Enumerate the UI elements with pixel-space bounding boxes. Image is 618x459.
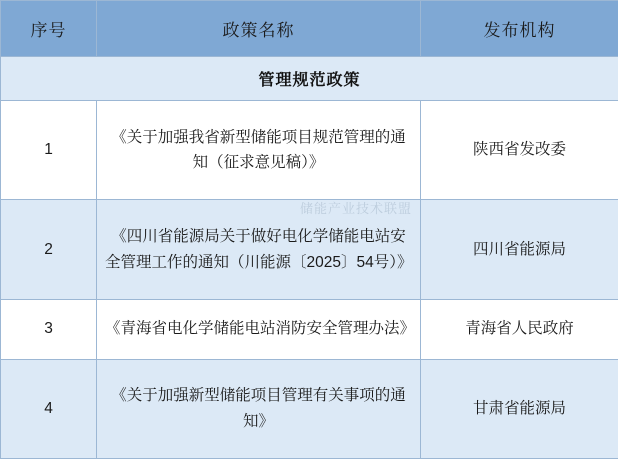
row-issuing-org: 甘肃省能源局 [421,359,618,458]
header-cell-index: 序号 [1,1,97,57]
table-row [1,200,618,299]
table-body [1,57,618,459]
row-index: 2 [1,200,97,299]
table-header [1,1,618,57]
watermark-text: 储能产业技术联盟 [300,201,413,216]
table-row [1,299,618,359]
row-policy-name: 《关于加强新型储能项目管理有关事项的通知》 [97,359,421,458]
header-cell-issuing-org: 发布机构 [421,1,618,57]
table-row [1,101,618,200]
row-index: 3 [1,299,97,359]
row-issuing-org: 陕西省发改委 [421,101,618,200]
header-cell-policy-name: 政策名称 [97,1,421,57]
row-index: 1 [1,101,97,200]
row-policy-name: 《四川省能源局关于做好电化学储能电站安全管理工作的通知（川能源〔2025〕54号）》 [97,200,421,299]
row-index: 4 [1,359,97,458]
header-row [1,1,618,57]
table-row [1,359,618,458]
row-policy-name: 《青海省电化学储能电站消防安全管理办法》 [97,299,421,359]
row-policy-name: 《关于加强我省新型储能项目规范管理的通知（征求意见稿）》 [97,101,421,200]
row-issuing-org: 青海省人民政府 [421,299,618,359]
section-title: 管理规范政策 [1,57,618,101]
row-issuing-org: 四川省能源局 [421,200,618,299]
section-header-row [1,57,618,101]
